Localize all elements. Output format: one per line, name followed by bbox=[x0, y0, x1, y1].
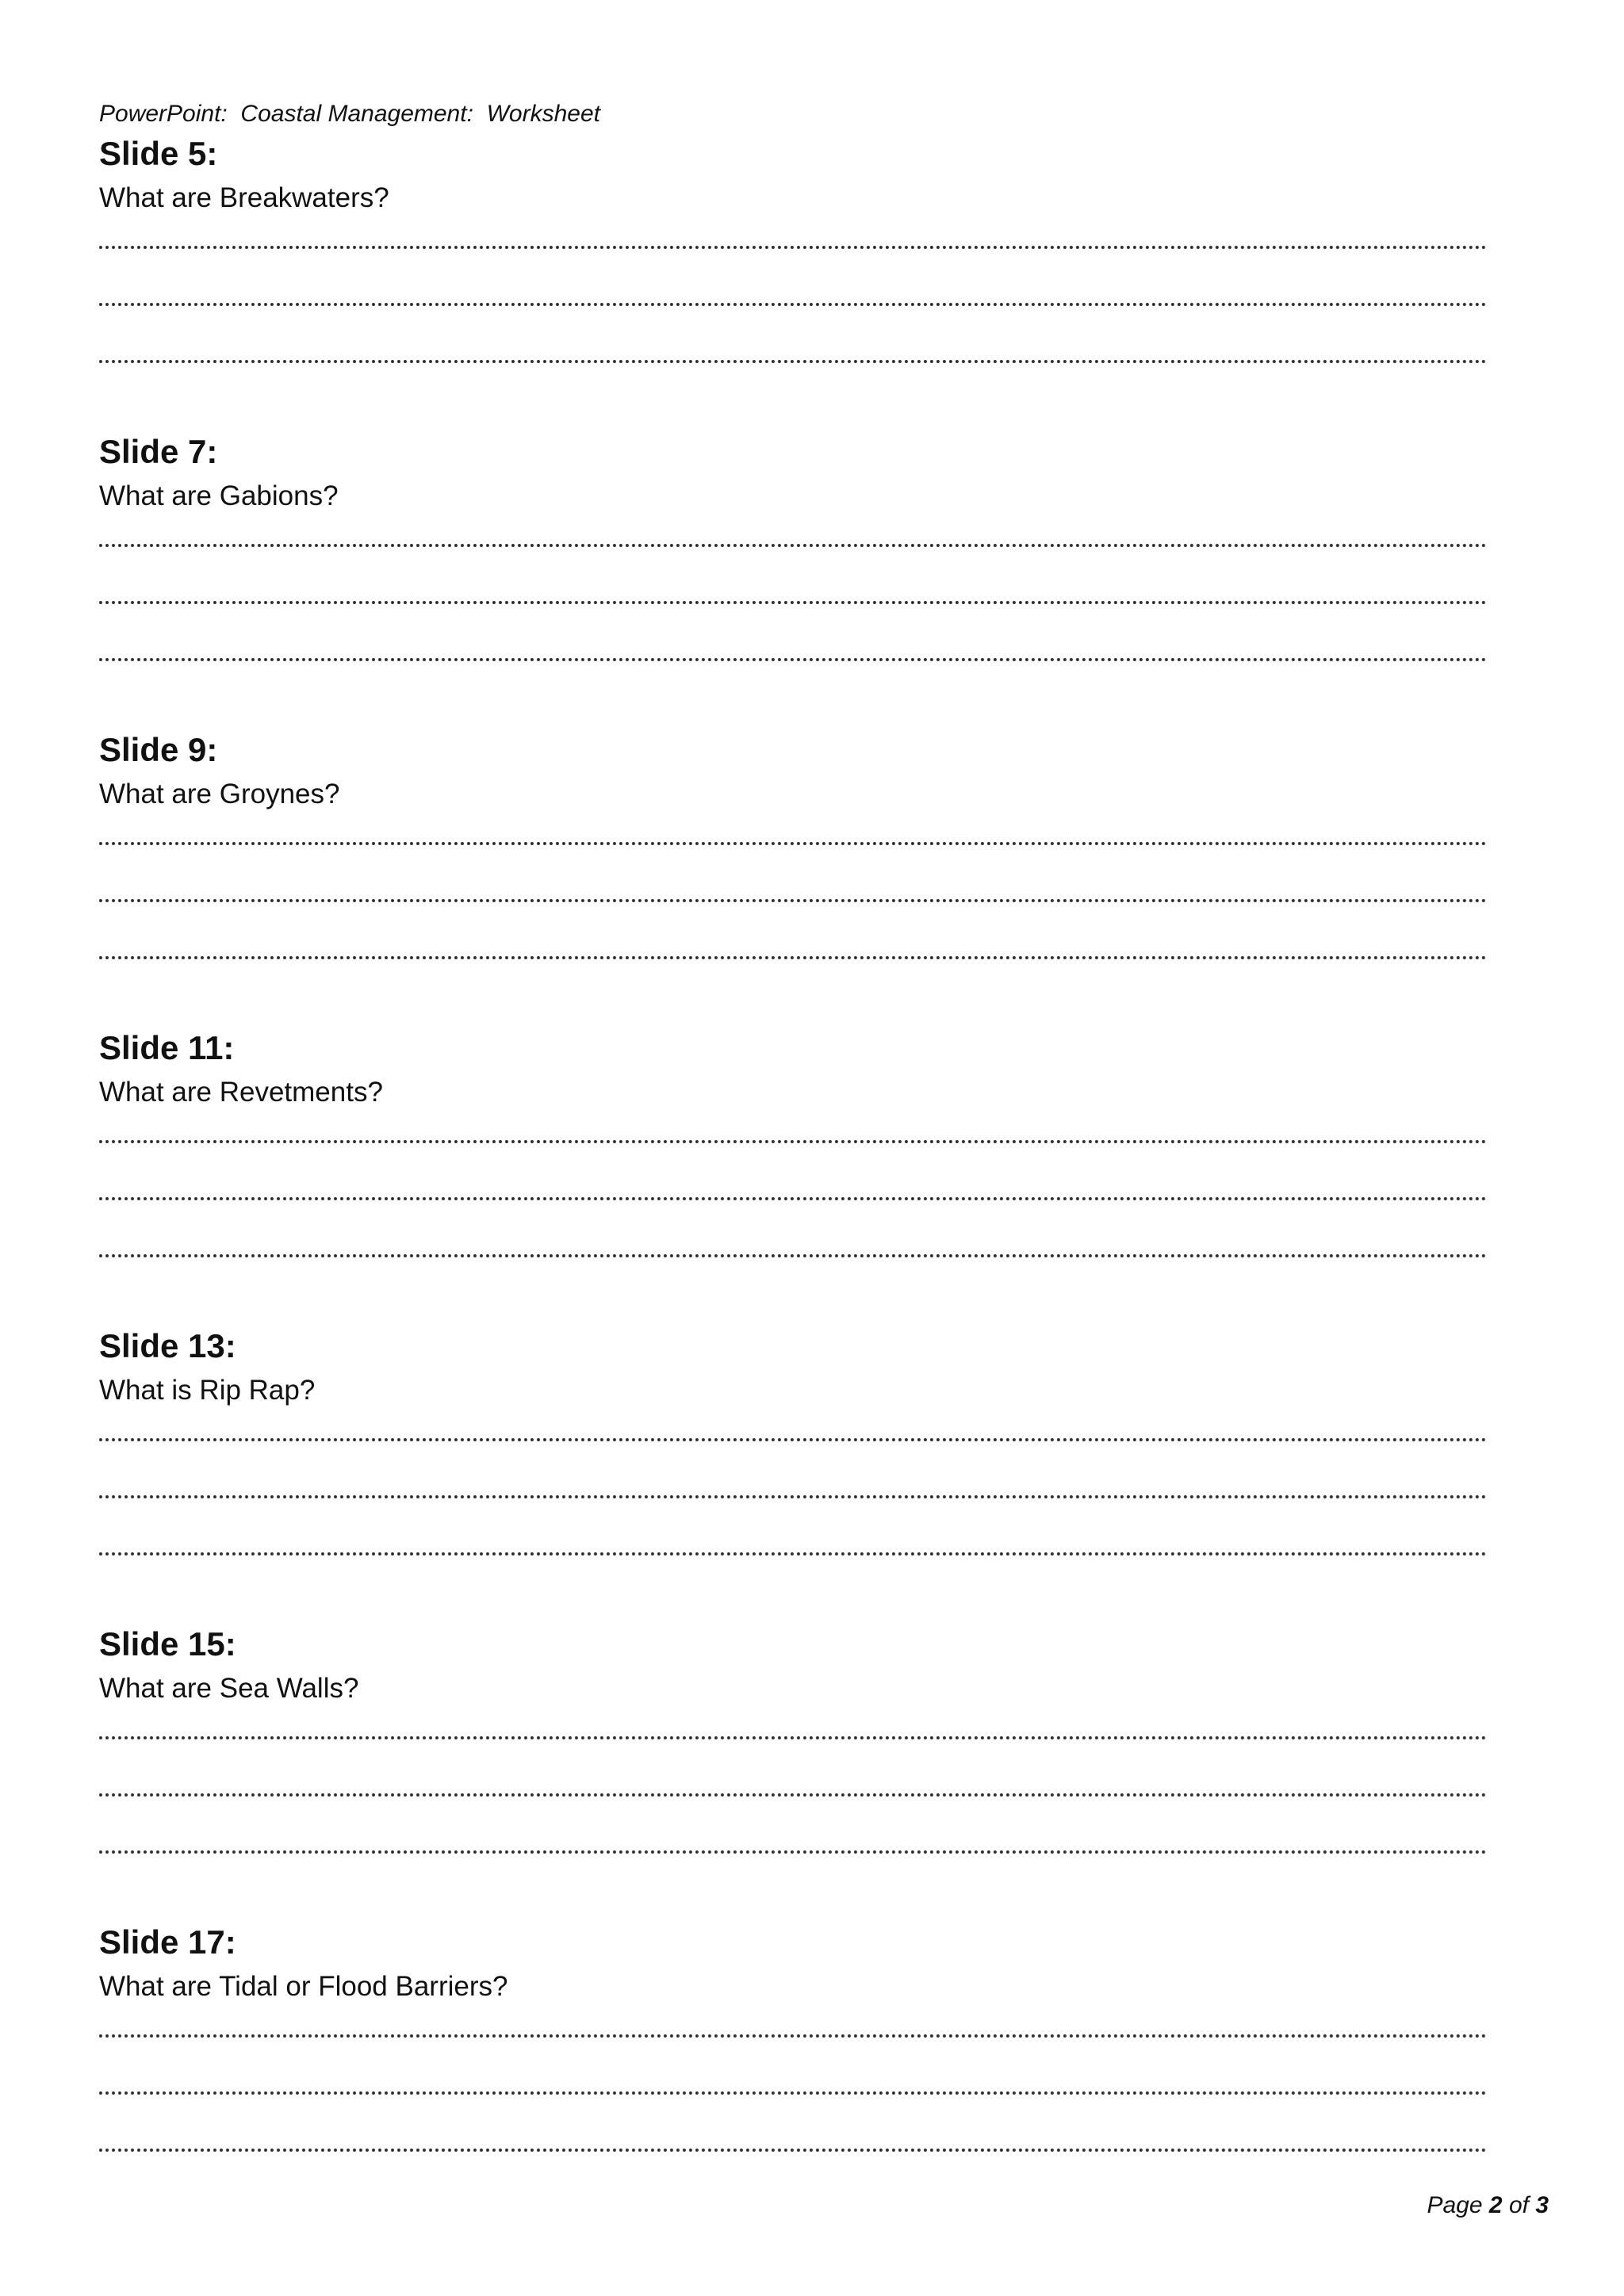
answer-line[interactable] bbox=[99, 2091, 1487, 2095]
question-section-slide-11 bbox=[99, 1027, 1487, 1321]
slide-heading: Slide 9: bbox=[99, 731, 218, 768]
of-word: of bbox=[1508, 2192, 1529, 2218]
answer-line[interactable] bbox=[99, 1140, 1487, 1143]
page-word: Page bbox=[1427, 2192, 1483, 2218]
question-text: What are Gabions? bbox=[99, 480, 339, 511]
question-section-slide-15 bbox=[99, 1624, 1487, 1917]
answer-line[interactable] bbox=[99, 1736, 1487, 1739]
answer-line[interactable] bbox=[99, 1254, 1487, 1257]
answer-line[interactable] bbox=[99, 899, 1487, 902]
question-text: What are Groynes? bbox=[99, 779, 340, 809]
current-page-number: 2 bbox=[1488, 2192, 1503, 2218]
question-text: What is Rip Rap? bbox=[99, 1375, 316, 1406]
question-section-slide-7 bbox=[99, 431, 1487, 725]
answer-line[interactable] bbox=[99, 658, 1487, 661]
answer-line[interactable] bbox=[99, 1850, 1487, 1854]
slide-heading: Slide 11: bbox=[99, 1029, 235, 1066]
question-text: What are Revetments? bbox=[99, 1077, 383, 1108]
question-section-slide-17 bbox=[99, 1922, 1487, 2215]
slide-heading: Slide 13: bbox=[99, 1327, 236, 1364]
question-section-slide-9 bbox=[99, 729, 1487, 1023]
answer-line[interactable] bbox=[99, 956, 1487, 959]
answer-line[interactable] bbox=[99, 601, 1487, 604]
question-text: What are Breakwaters? bbox=[99, 182, 389, 213]
answer-line[interactable] bbox=[99, 2034, 1487, 2038]
answer-line[interactable] bbox=[99, 1438, 1487, 1441]
question-section-slide-13 bbox=[99, 1326, 1487, 1619]
page-number bbox=[1427, 2190, 1549, 2221]
answer-line[interactable] bbox=[99, 2149, 1487, 2152]
answer-line[interactable] bbox=[99, 246, 1487, 249]
answer-line[interactable] bbox=[99, 544, 1487, 547]
answer-line[interactable] bbox=[99, 360, 1487, 363]
document-header: PowerPoint: Coastal Management: Worksheet bbox=[99, 101, 600, 127]
slide-heading: Slide 5: bbox=[99, 135, 218, 172]
total-pages-number: 3 bbox=[1535, 2192, 1549, 2218]
question-text: What are Tidal or Flood Barriers? bbox=[99, 1971, 508, 2002]
question-text: What are Sea Walls? bbox=[99, 1673, 359, 1704]
slide-heading: Slide 7: bbox=[99, 433, 218, 470]
slide-heading: Slide 17: bbox=[99, 1923, 236, 1961]
answer-line[interactable] bbox=[99, 1197, 1487, 1200]
answer-line[interactable] bbox=[99, 1552, 1487, 1556]
answer-line[interactable] bbox=[99, 303, 1487, 306]
slide-heading: Slide 15: bbox=[99, 1625, 236, 1663]
answer-line[interactable] bbox=[99, 842, 1487, 845]
question-section-slide-5 bbox=[99, 133, 1487, 427]
answer-line[interactable] bbox=[99, 1793, 1487, 1797]
answer-line[interactable] bbox=[99, 1495, 1487, 1498]
